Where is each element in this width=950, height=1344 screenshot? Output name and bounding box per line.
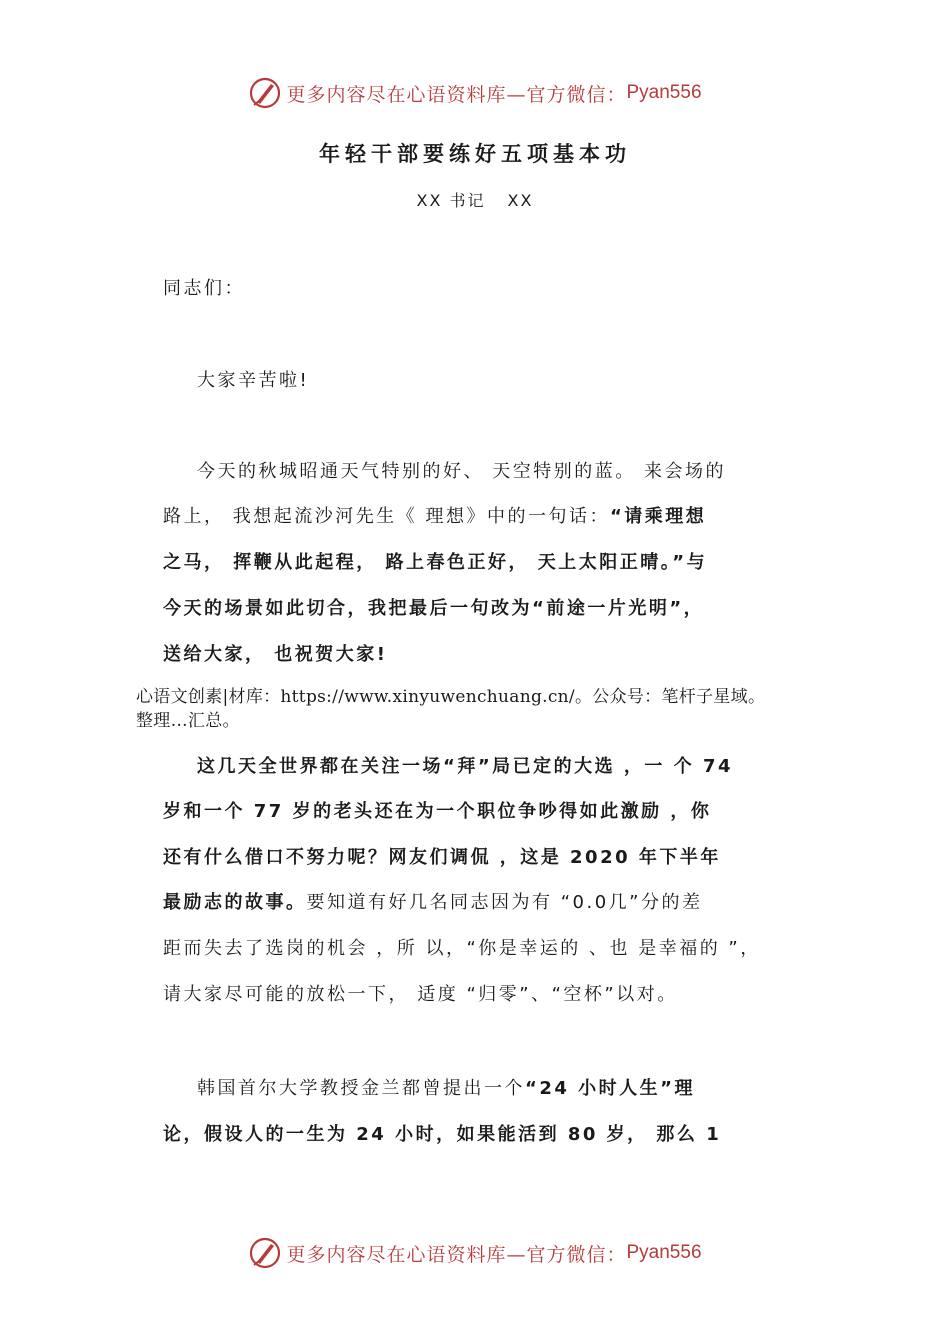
para2-line3: 还有什么借口不努力呢？网友们调侃 ，这是 2020 年下半年 [163,847,721,868]
page-title: 年轻干部要练好五项基本功 [319,142,631,166]
para1-line2-plain: 路上， 我想起流沙河先生《 理想》中的一句话： [163,506,610,527]
para3-line2: 论，假设人的一生为 24 小时，如果能活到 80 岁， 那么 1 [163,1124,722,1145]
para1-line3: 之马， 挥鞭从此起程， 路上春色正好， 天上太阳正晴。”与 [163,552,708,573]
para2-line4-plain: 要知道有好几名同志因为有 “0.0几”分的差 [306,892,703,913]
greeting: 同志们： [163,278,245,299]
thanks-paragraph: 大家辛苦啦! [197,370,310,391]
para1-line5: 送给大家， 也祝贺大家! [163,644,388,665]
para3-line1 [197,1074,827,1104]
para2-line4-bold: 最励志的故事。 [163,892,307,913]
footer-banner-text: 更多内容尽在心语资料库—官方微信： [286,1243,627,1266]
para1-line4: 今天的场景如此切合，我把最后一句改为“前途一片光明”， [163,598,705,619]
quill-pen-logo-icon [248,76,282,110]
byline-role: XX 书记 [416,191,486,210]
source-note-line2: 整理…汇总。 [136,711,240,731]
para1-line2-bold: “请乘理想 [609,506,707,527]
para3-line1-plain: 韩国首尔大学教授金兰都曾提出一个 [197,1078,525,1099]
para2-line6: 请大家尽可能的放松一下， 适度 “归零”、“空杯”以对。 [163,984,678,1005]
para3-line1-bold: “24 小时人生”理 [525,1078,695,1099]
para1-line1: 今天的秋城昭通天气特别的好、 天空特别的蓝。 来会场的 [197,461,726,482]
banner-text: 更多内容尽在心语资料库—官方微信： [286,83,627,106]
para2-line2: 岁和一个 77 岁的老头还在为一个职位争吵得如此激励 ，你 [163,801,712,822]
quill-pen-logo-icon [248,1236,282,1270]
footer-wechat-handle: Pyan556 [626,1242,702,1263]
para2-line5: 距而失去了选岗的机会 ，所 以，“你是幸运的 、也 是幸福的 ”， [163,938,761,959]
byline-name: XX [507,191,534,210]
banner-wechat-handle: Pyan556 [626,82,702,103]
para2-line4 [163,888,793,918]
header-banner [0,73,950,113]
para1-line2 [163,502,793,532]
para2-line1: 这几天全世界都在关注一场“拜”局已定的大选 ，一 个 74 [197,756,734,777]
footer-banner [0,1233,950,1273]
byline [0,188,950,211]
source-note-line1: 心语文创素|材库：https://www.xinyuwenchuang.cn/。公众号：笔杆子星域。 [136,687,766,707]
